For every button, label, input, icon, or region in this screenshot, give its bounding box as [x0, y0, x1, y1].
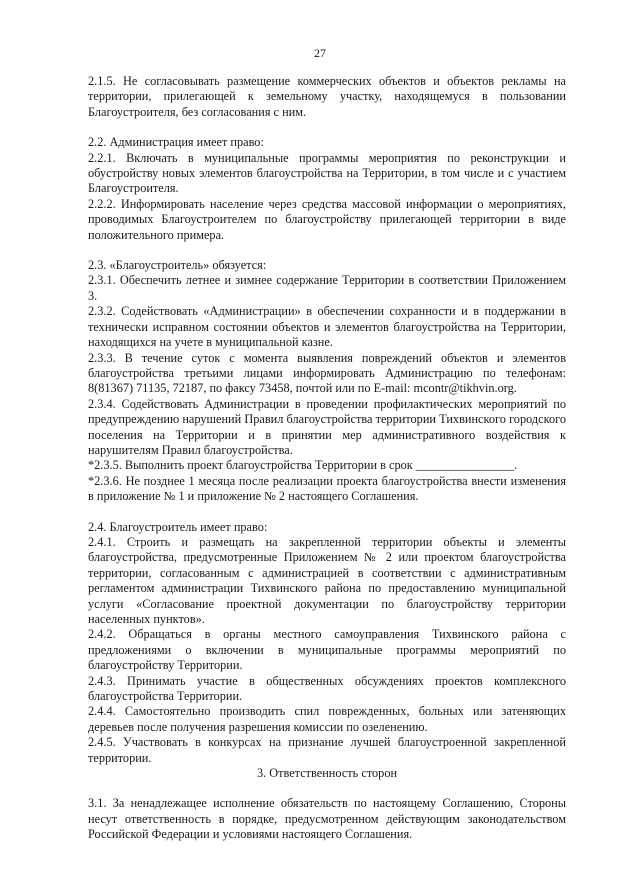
- clause-2-3-1: 2.3.1. Обеспечить летнее и зимнее содержание Территории в соответствии Приложением 3.: [88, 273, 566, 303]
- clause-2-4-1: 2.4.1. Строить и размещать на закрепленной территории объекты и элементы благоустройства, предусмотренные Приложением № 2 или проектом благоустройства территории, согласованным с администрацией в соответствии с административным регламентом администрации Тихвинского района по предоставлению муниципальной услуги «Согласование проектной документации по благоустройству территории населенных пунктов».: [88, 534, 566, 626]
- clause-2-3-3: 2.3.3. В течение суток с момента выявления повреждений объектов и элементов благоустройства третьими лицами информировать Администрацию по телефонам: 8(81367) 71135, 72187, по факсу 73458, почтой или по E-mail: mcontr@tikhvin.org.: [88, 350, 566, 396]
- clause-2-1-5: 2.1.5. Не согласовывать размещение коммерческих объектов и объектов рекламы на территории, прилегающей к земельному участку, находящемуся в пользовании Благоустроителя, без согласования с ним.: [88, 74, 566, 119]
- clause-2-3-5: *2.3.5. Выполнить проект благоустройства Территории в срок ________________.: [88, 458, 518, 473]
- clause-2-3-4: 2.3.4. Содействовать Администрации в проведении профилактических мероприятий по предупреждению нарушений Правил благоустройства территории Тихвинского городского поселения на Территории и в принятии мер административного воздействия к нарушителям Правил благоустройства.: [88, 396, 566, 457]
- clause-3-1: 3.1. За ненадлежащее исполнение обязательств по настоящему Соглашению, Стороны несут ответственность в порядке, предусмотренном действующим законодательством Российской Федерации и условиями настоящего Соглашения.: [88, 796, 566, 842]
- section-2-3-heading: 2.3. «Благоустроитель» обязуется:: [88, 258, 267, 273]
- clause-2-4-5: 2.4.5. Участвовать в конкурсах на признание лучшей благоустроенной закрепленной территории.: [88, 735, 566, 765]
- clause-2-3-2: 2.3.2. Содействовать «Администрации» в обеспечении сохранности и в поддержании в технически исправном состоянии объектов и элементов благоустройства на Территории, находящихся на учете в муниципальной казне.: [88, 304, 566, 350]
- section-2-4-heading: 2.4. Благоустроитель имеет право:: [88, 519, 268, 534]
- clause-2-2-1: 2.2.1. Включать в муниципальные программы мероприятия по реконструкции и обустройству новых элементов благоустройства на Территории, в том числе и с участием Благоустроителя.: [88, 150, 566, 196]
- clause-2-3-6: *2.3.6. Не позднее 1 месяца после реализации проекта благоустройства внести изменения в приложение № 1 и приложение № 2 настоящего Соглашения.: [88, 473, 566, 504]
- page-number: 27: [314, 46, 326, 60]
- section-2-2-heading: 2.2. Администрация имеет право:: [88, 135, 264, 150]
- document-body: [88, 74, 566, 843]
- clause-2-4-3: 2.4.3. Принимать участие в общественных обсуждениях проектов комплексного благоустройства Территории.: [88, 673, 566, 704]
- clause-2-2-2: 2.2.2. Информировать население через средства массовой информации о мероприятиях, проводимых Благоустроителем по благоустройству прилегающей территории в виде положительного примера.: [88, 196, 566, 242]
- clause-2-4-2: 2.4.2. Обращаться в органы местного самоуправления Тихвинского района с предложениями о включении в муниципальные программы мероприятий по благоустройству Территории.: [88, 627, 566, 673]
- clause-2-4-4: 2.4.4. Самостоятельно производить спил поврежденных, больных или затеняющих деревьев после получения разрешения комиссии по озеленению.: [88, 704, 566, 734]
- section-3-heading: 3. Ответственность сторон: [256, 766, 398, 781]
